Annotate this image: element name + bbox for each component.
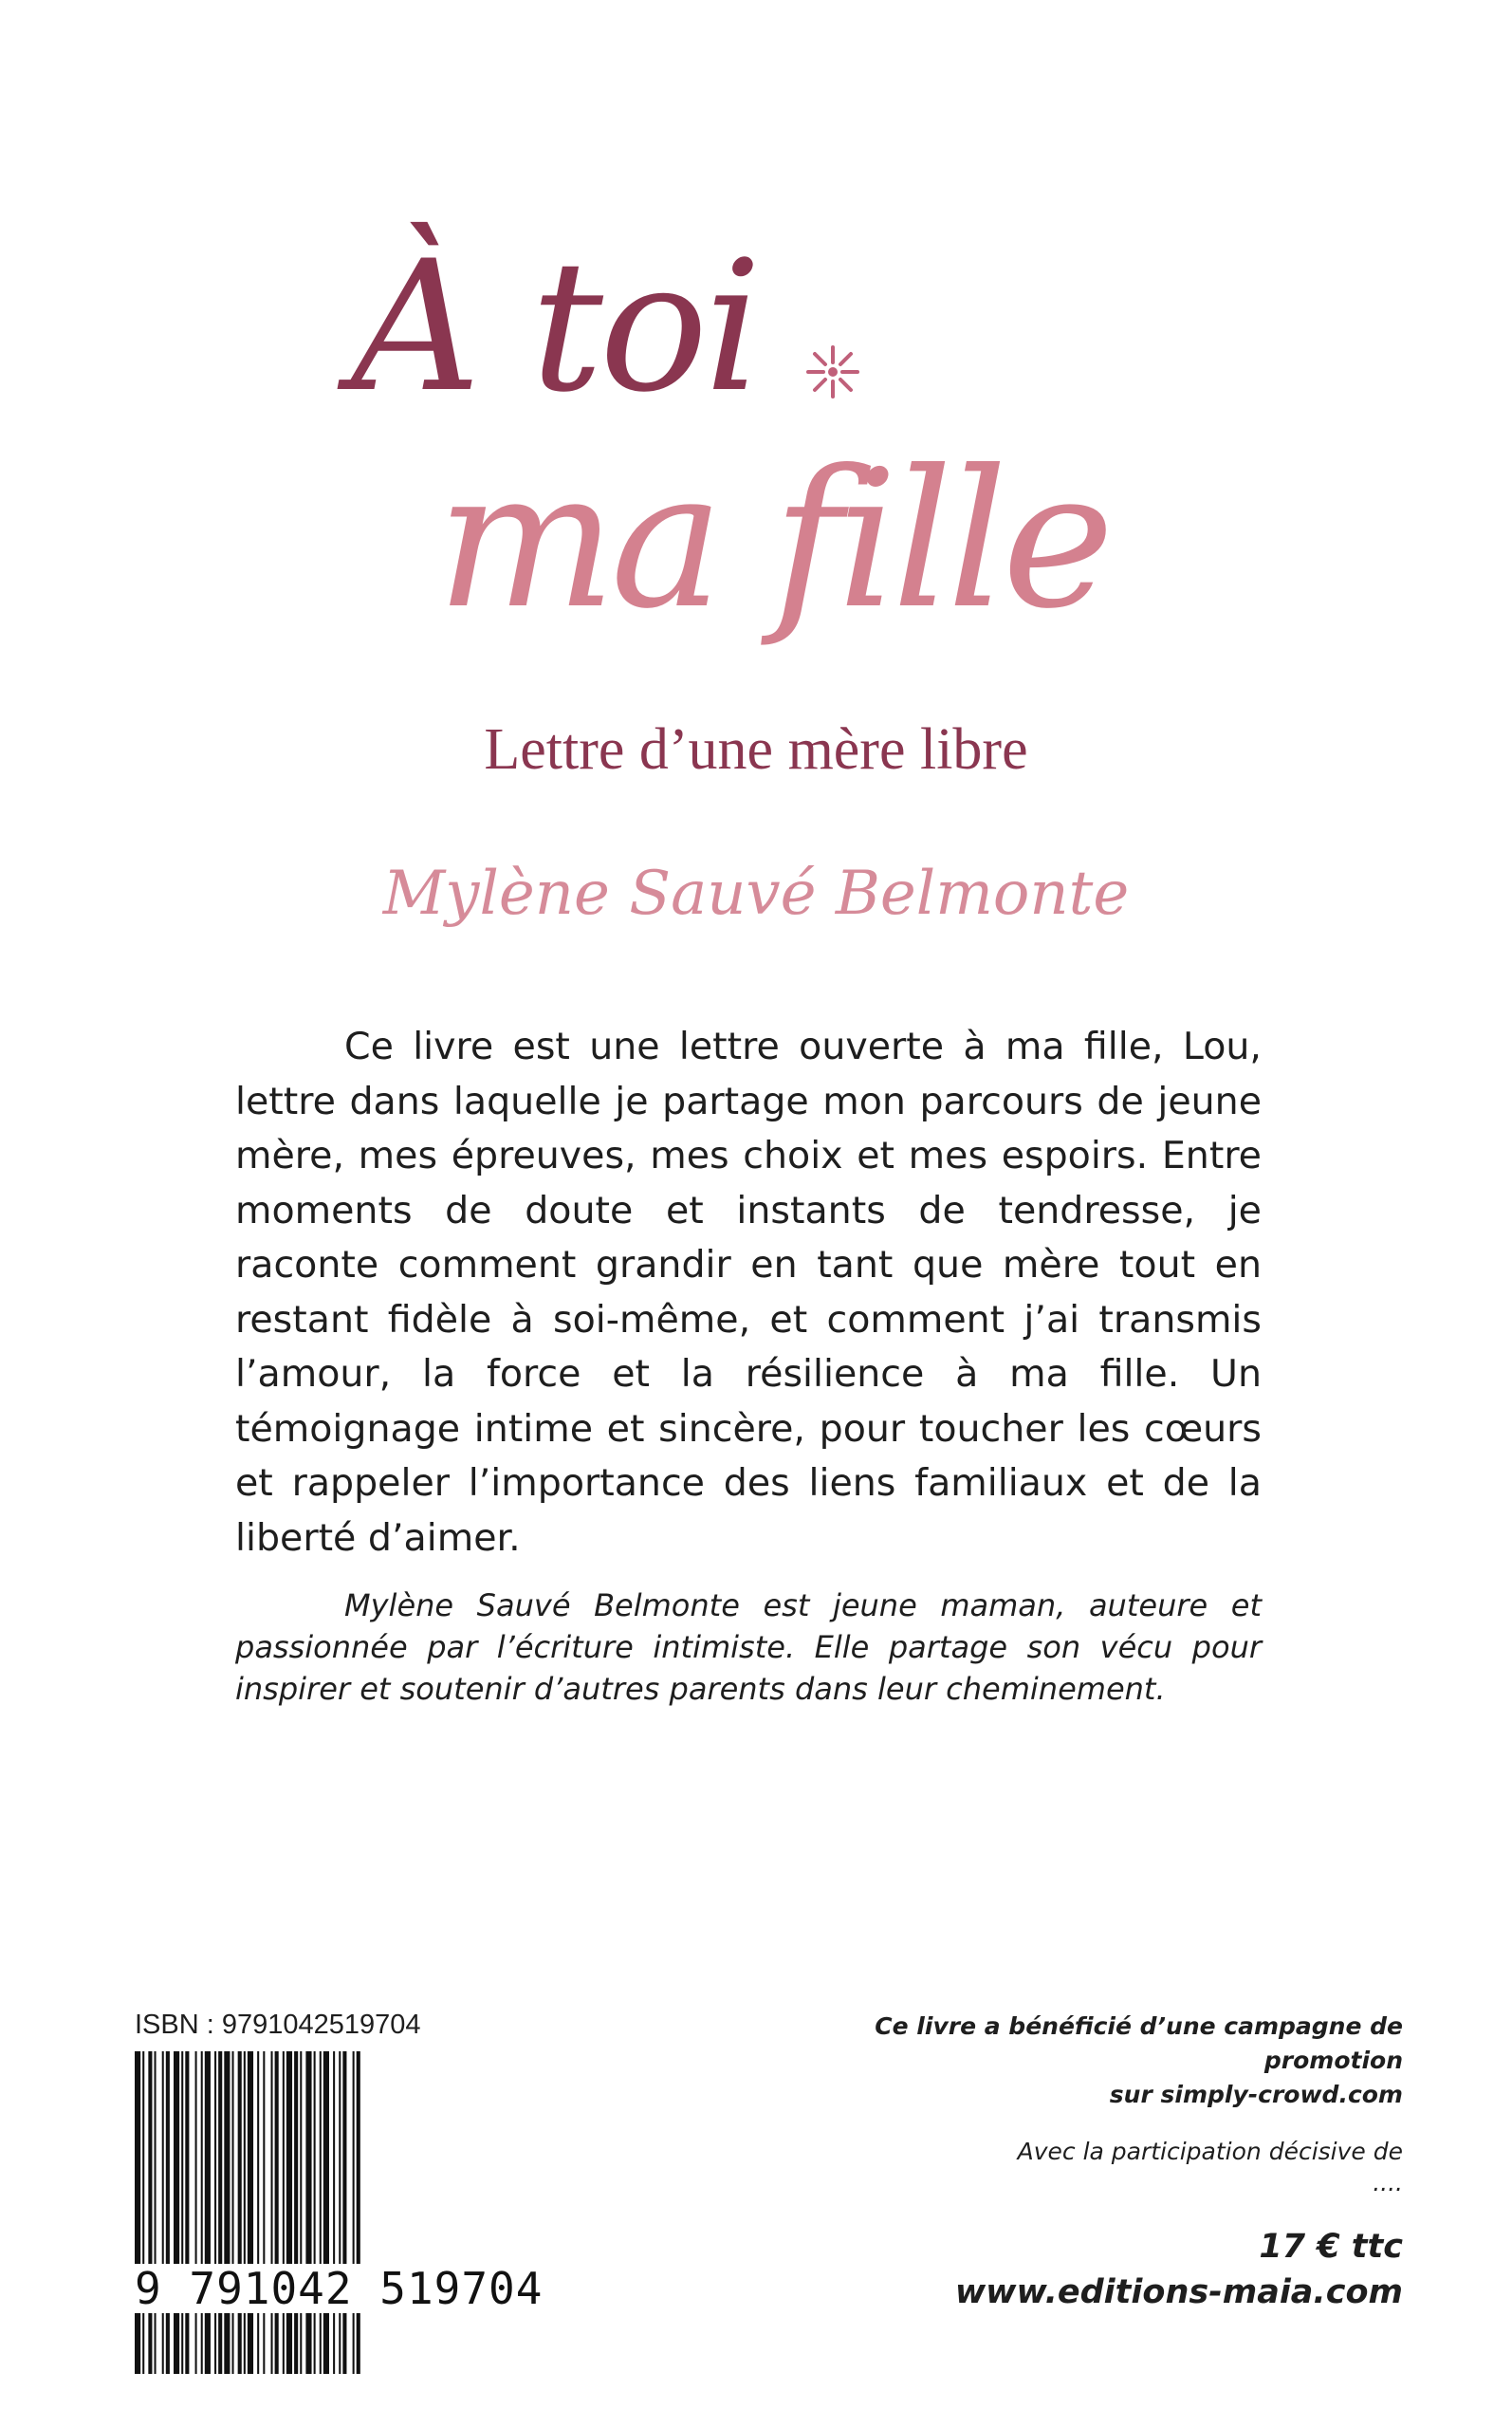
barcode-bar xyxy=(353,2051,355,2374)
barcode-bar xyxy=(244,2051,246,2374)
subtitle: Lettre d’une mère libre xyxy=(484,717,1028,782)
barcode-bar xyxy=(294,2051,298,2374)
publisher-info xyxy=(739,2010,1403,2315)
barcode-bar xyxy=(323,2051,329,2374)
barcode-bar xyxy=(333,2051,335,2374)
barcode-bar xyxy=(224,2051,230,2374)
author-bio: Mylène Sauvé Belmonte est jeune maman, auteure et passionnée par l’écriture intimiste. Elle partage son vécu pour inspirer et soutenir d’autres parents dans leur cheminement. xyxy=(235,1587,1262,1707)
participation-text: Avec la participation décisive de xyxy=(1017,2138,1403,2165)
barcode-bar xyxy=(263,2051,265,2374)
price: 17 € ttc xyxy=(1259,2228,1403,2266)
author-name: Mylène Sauvé Belmonte xyxy=(382,859,1130,929)
title-line-1: À toi xyxy=(351,222,759,432)
barcode-bar xyxy=(162,2051,164,2374)
barcode-bar xyxy=(185,2051,189,2374)
barcode-bar xyxy=(214,2051,216,2374)
barcode-bar xyxy=(201,2051,203,2374)
barcode-bar xyxy=(271,2051,273,2374)
barcode-bar xyxy=(142,2051,144,2374)
participation-dots: .... xyxy=(1373,2169,1403,2196)
barcode-digits: 9 791042 519704 xyxy=(135,2263,544,2314)
barcode-bar xyxy=(283,2051,285,2374)
barcode-bar xyxy=(166,2051,170,2374)
promo-line-2: sur simply-crowd.com xyxy=(1109,2081,1403,2108)
barcode-bar xyxy=(174,2051,179,2374)
barcode-bar xyxy=(320,2051,322,2374)
barcode-bar xyxy=(300,2051,302,2374)
barcode-bar xyxy=(257,2051,259,2374)
barcode-bar xyxy=(342,2051,346,2374)
barcode-bar xyxy=(339,2051,341,2374)
barcode-bar xyxy=(148,2051,152,2374)
flower-asterisk-icon xyxy=(804,343,861,400)
barcode-bar xyxy=(181,2051,183,2374)
blurb-paragraph: Ce livre est une lettre ouverte à ma fille, Lou, lettre dans laquelle je partage mon parcours de jeune mère, mes épreuves, mes choix et mes espoirs. Entre moments de doute et instants de tendresse, je raconte comment grandir en tant que mère tout en restant fidèle à soi-même, et comment j’ai transmis l’amour, la force et la résilience à ma fille. Un témoignage intime et sincère, pour toucher les cœurs et rappeler l’importance des liens familiaux et de la liberté d’aimer. xyxy=(235,1025,1262,1560)
barcode xyxy=(133,2051,544,2374)
barcode-bar xyxy=(357,2051,360,2374)
publisher-website: www.editions-maia.com xyxy=(954,2273,1403,2311)
barcode-bar xyxy=(286,2051,292,2374)
barcode-bar xyxy=(155,2051,157,2374)
barcode-bar xyxy=(275,2051,279,2374)
barcode-bar xyxy=(232,2051,234,2374)
promo-line-1: Ce livre a bénéficié d’une campagne de promotion xyxy=(875,2012,1403,2074)
barcode-bar xyxy=(205,2051,211,2374)
isbn-label: ISBN : 9791042519704 xyxy=(135,2010,421,2040)
barcode-bar xyxy=(248,2051,253,2374)
title-line-2: ma fille xyxy=(436,430,1109,651)
barcode-bar xyxy=(195,2051,197,2374)
barcode-bar xyxy=(314,2051,316,2374)
barcode-bar xyxy=(305,2051,311,2374)
barcode-bar xyxy=(238,2051,242,2374)
barcode-bar xyxy=(218,2051,222,2374)
barcode-bar xyxy=(135,2051,140,2374)
